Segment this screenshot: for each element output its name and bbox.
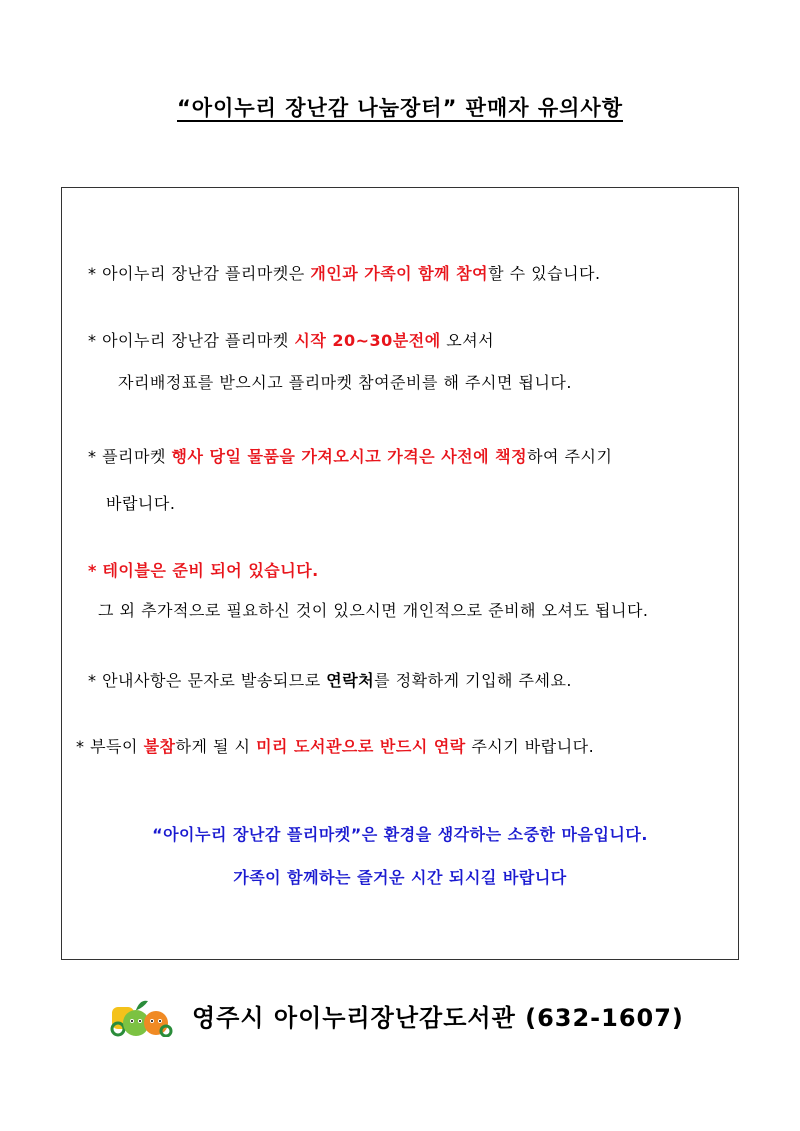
page-title: [0, 92, 800, 122]
item-highlight: 미리 도서관으로 반드시 연락: [256, 737, 466, 756]
bullet: *: [88, 331, 97, 350]
item-text: 하게 될 시: [175, 737, 257, 756]
item-highlight: 테이블은 준비 되어 있습니다.: [102, 561, 319, 580]
item-text: 주시기 바랍니다.: [465, 737, 595, 756]
notice-item-6: [76, 734, 594, 757]
library-name: 영주시 아이누리장난감도서관 (632-1607): [192, 1003, 684, 1032]
item-text: 플리마켓: [102, 447, 172, 466]
closing-line-2: 가족이 함께하는 즐거운 시간 되시길 바랍니다: [233, 868, 567, 887]
bullet: *: [88, 264, 97, 283]
item-text: 아이누리 장난감 플리마켓은: [102, 264, 311, 283]
closing-line-1: “아이누리 장난감 플리마켓”은 환경을 생각하는 소중한 마음입니다.: [152, 825, 648, 844]
item-text: 안내사항은 문자로 발송되므로: [102, 671, 327, 690]
item-text: 부득이: [90, 737, 144, 756]
notice-item-4: [88, 558, 319, 581]
item-highlight: 개인과 가족이 함께 참여: [310, 264, 489, 283]
notice-item-5: [88, 668, 572, 691]
notice-item-2-line-2: 자리배정표를 받으시고 플리마켓 참여준비를 해 주시면 됩니다.: [118, 373, 572, 392]
item-keyword: 연락처: [326, 671, 375, 690]
item-highlight: 불참: [143, 737, 176, 756]
notice-item-4-line-2: 그 외 추가적으로 필요하신 것이 있으시면 개인적으로 준비해 오셔도 됩니다.: [98, 601, 649, 620]
notice-item-1: [88, 261, 601, 284]
bullet: *: [88, 561, 97, 580]
item-text: 아이누리 장난감 플리마켓: [102, 331, 295, 350]
item-highlight: 시작 20~30분전에: [294, 331, 441, 350]
item-text: 할 수 있습니다.: [488, 264, 601, 283]
item-highlight: 행사 당일 물품을 가져오시고 가격은 사전에 책정: [171, 447, 528, 466]
bullet: *: [76, 737, 85, 756]
item-text: 하여 주시기: [527, 447, 613, 466]
bullet: *: [88, 447, 97, 466]
notice-item-3-line-2: 바랍니다.: [106, 494, 176, 513]
library-mascot-logo: [106, 993, 178, 1037]
item-text: 를 정확하게 기입해 주세요.: [374, 671, 573, 690]
page-title-text: “아이누리 장난감 나눔장터” 판매자 유의사항: [177, 96, 623, 120]
notice-item-2: [88, 328, 494, 351]
notice-item-3: [88, 444, 612, 467]
footer: [106, 990, 684, 1040]
bullet: *: [88, 671, 97, 690]
item-text: 오셔서: [440, 331, 495, 350]
